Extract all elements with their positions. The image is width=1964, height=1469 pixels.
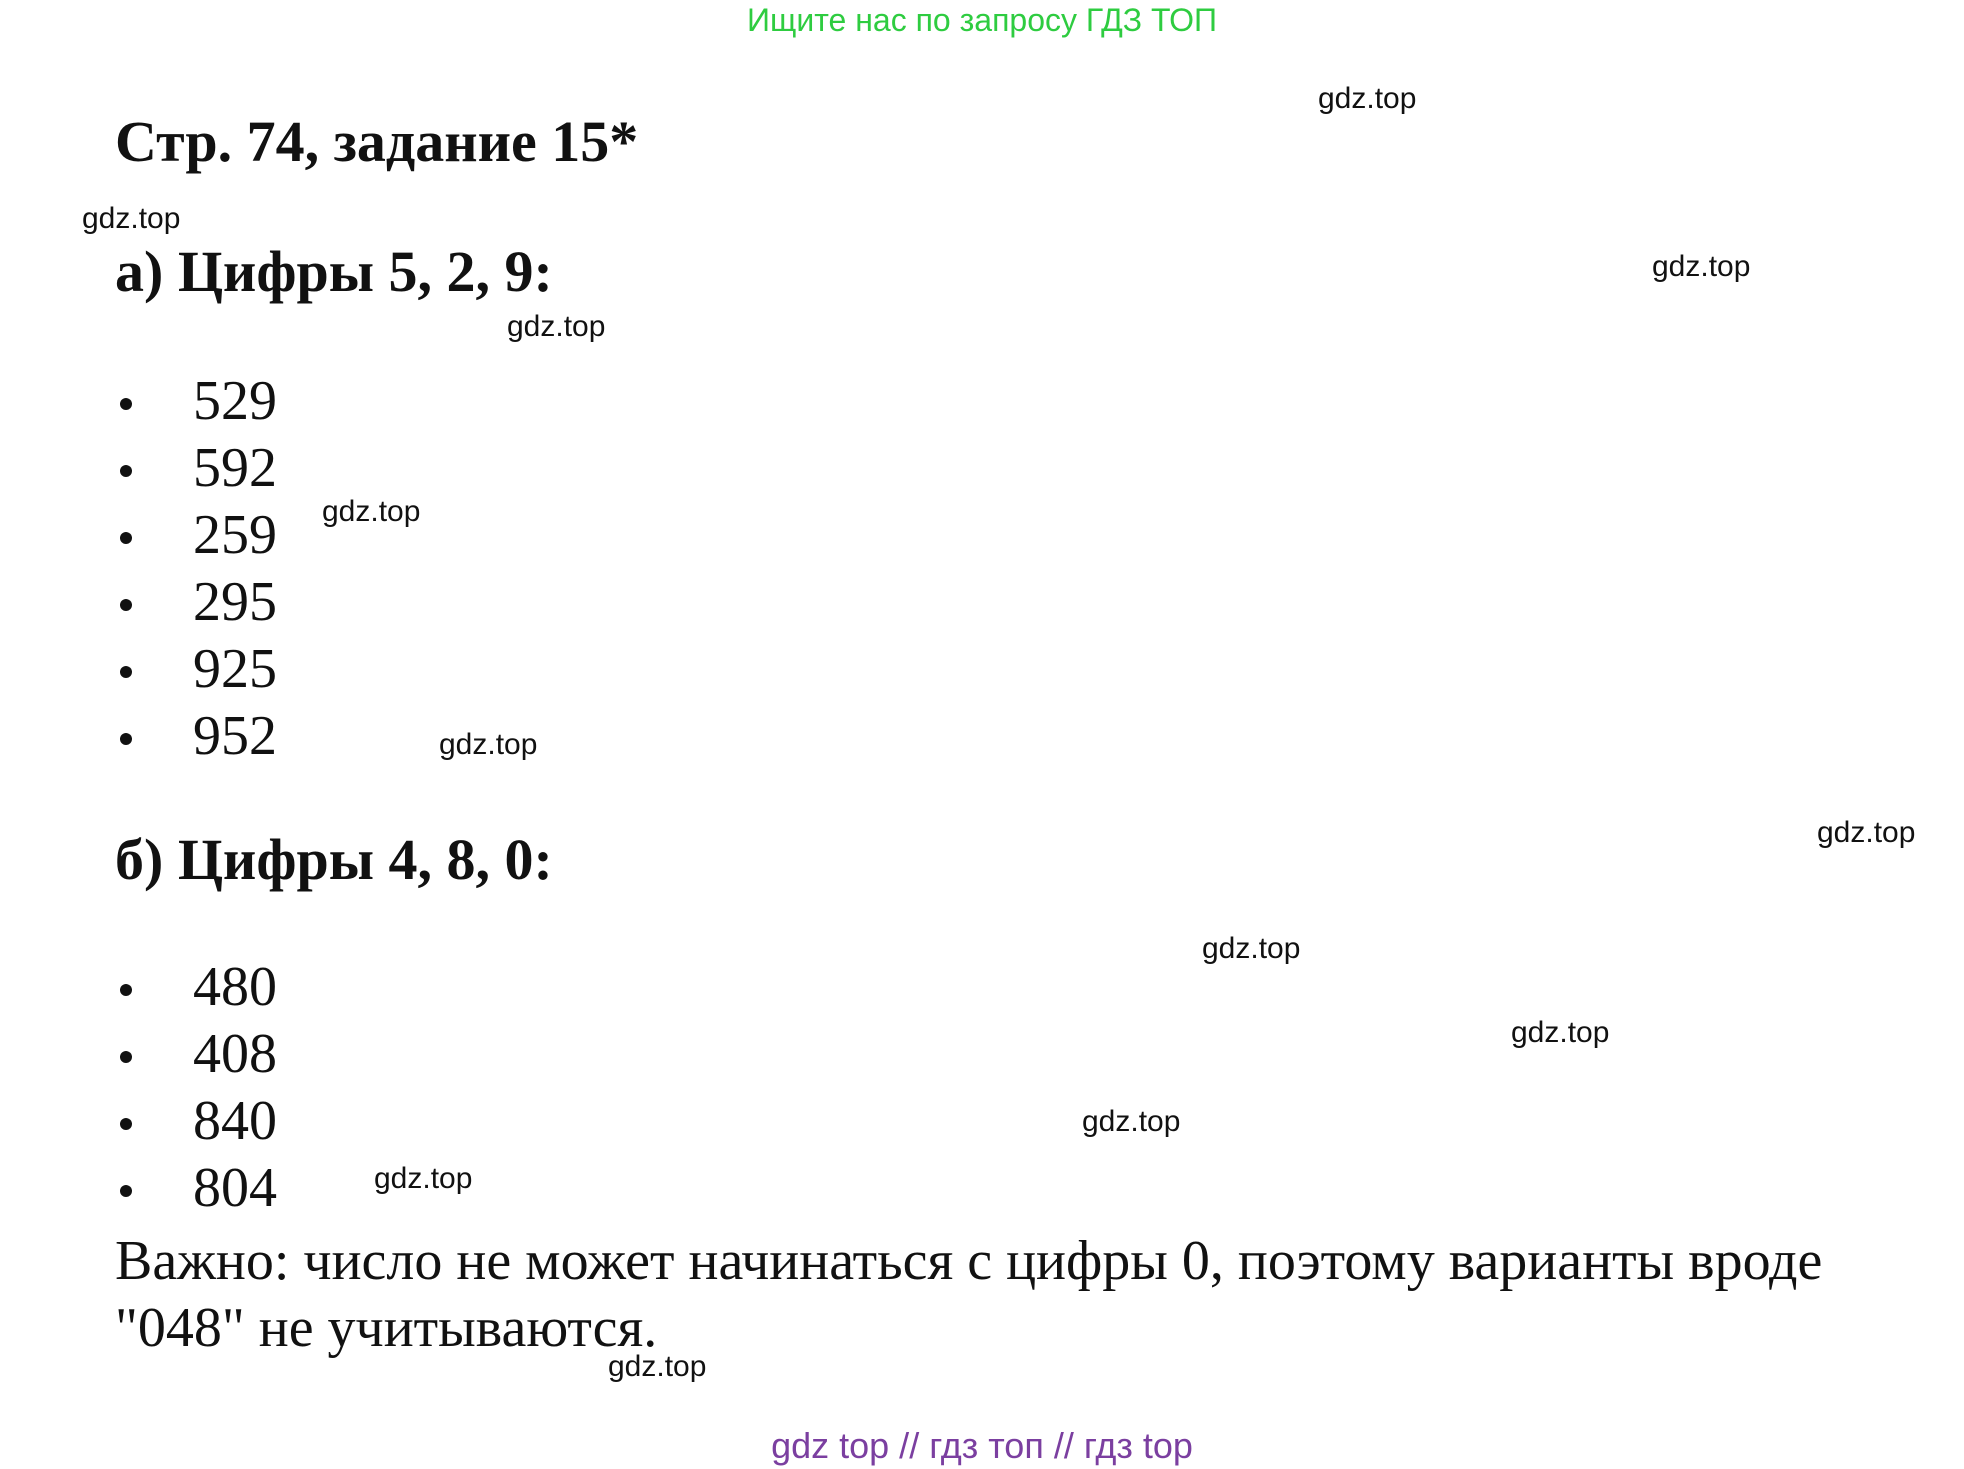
watermark: gdz.top [82, 202, 181, 235]
bullet-icon [120, 398, 132, 410]
section-b-heading: б) Цифры 4, 8, 0: [115, 827, 553, 892]
note-text: Важно: число не может начинаться с цифры 0, поэтому варианты вроде "048" не учитываются. [115, 1230, 1823, 1359]
list-item-text: 295 [193, 571, 277, 633]
watermark: gdz.top [1652, 250, 1751, 283]
watermark: gdz.top [507, 310, 606, 343]
watermark: gdz.top [439, 728, 538, 761]
list-item-text: 480 [193, 956, 277, 1018]
list-item-text: 804 [193, 1157, 277, 1219]
list-item-text: 952 [193, 705, 277, 767]
bullet-icon [120, 465, 132, 477]
bullet-icon [120, 1051, 132, 1063]
list-item-text: 840 [193, 1090, 277, 1152]
watermark: gdz.top [1511, 1016, 1610, 1049]
watermark: gdz.top [1817, 816, 1916, 849]
page-title: Стр. 74, задание 15* [115, 109, 639, 174]
list-item-text: 408 [193, 1023, 277, 1085]
watermark: gdz.top [1318, 82, 1417, 115]
list-item-text: 259 [193, 504, 277, 566]
bullet-icon [120, 984, 132, 996]
watermark: gdz.top [1202, 932, 1301, 965]
bullet-icon [120, 1185, 132, 1197]
bullet-icon [120, 532, 132, 544]
list-item-text: 592 [193, 437, 277, 499]
bullet-icon [120, 1118, 132, 1130]
bottom-banner: gdz top // гдз топ // гдз top [771, 1425, 1193, 1466]
section-a-heading: а) Цифры 5, 2, 9: [115, 239, 553, 304]
watermark: gdz.top [322, 495, 421, 528]
top-banner: Ищите нас по запросу ГДЗ ТОП [747, 2, 1217, 38]
bullet-icon [120, 599, 132, 611]
list-item-text: 925 [193, 638, 277, 700]
watermark: gdz.top [374, 1162, 473, 1195]
watermark: gdz.top [1082, 1105, 1181, 1138]
bullet-icon [120, 666, 132, 678]
list-item-text: 529 [193, 370, 277, 432]
watermark: gdz.top [608, 1350, 707, 1383]
bullet-icon [120, 733, 132, 745]
